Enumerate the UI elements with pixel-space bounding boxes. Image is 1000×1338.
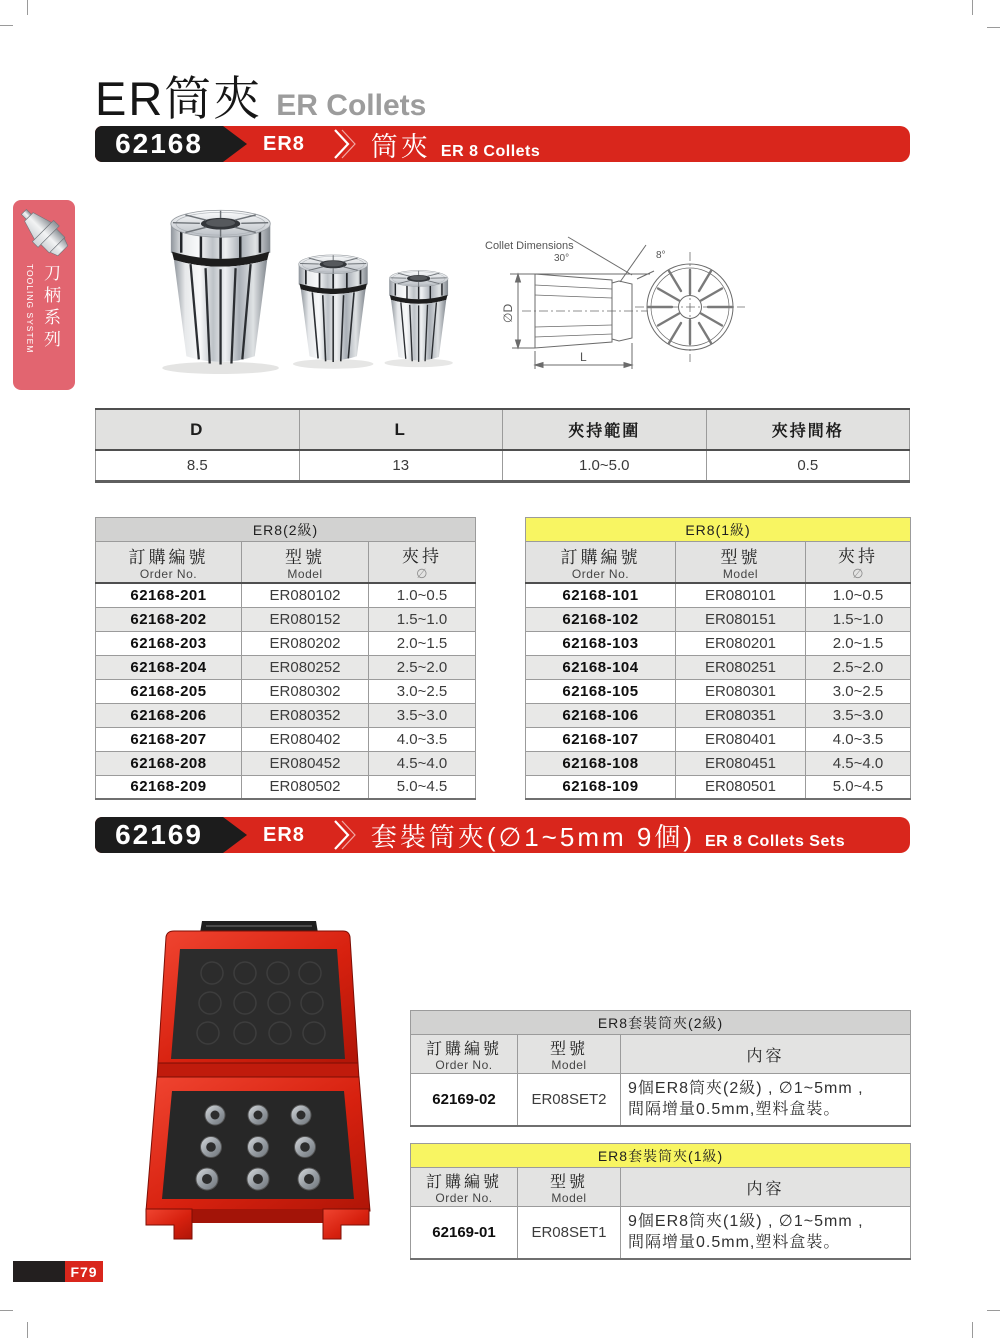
section-banner-62168	[95, 126, 910, 162]
table-row	[96, 583, 476, 607]
toolholder-icon	[17, 205, 71, 261]
section-code: 62168	[115, 128, 203, 159]
table-cell: 4.5~4.0	[806, 751, 911, 775]
table-cell: ER080101	[676, 583, 806, 607]
series-label: ER8	[263, 823, 305, 846]
table-cell: ER080502	[242, 775, 369, 799]
table-cell: ER080301	[676, 679, 806, 703]
table-cell: 62168-108	[526, 751, 676, 775]
column-header-model: 型號 Model	[518, 1035, 621, 1074]
table-title: ER8套裝筒夾(2級)	[411, 1011, 911, 1035]
front-view	[635, 252, 745, 362]
page-number: F79	[65, 1261, 103, 1282]
table-cell: 4.0~3.5	[806, 727, 911, 751]
badge-arrow-shape	[223, 126, 247, 162]
column-header-model: 型號 Model	[676, 542, 806, 584]
column-header-order-no: 訂購編號 Order No.	[411, 1168, 518, 1207]
table-cell: 2.5~2.0	[369, 655, 476, 679]
table-cell: 62168-206	[96, 703, 242, 727]
column-header: D	[96, 409, 300, 450]
table-cell: ER080201	[676, 631, 806, 655]
table-cell: ER080451	[676, 751, 806, 775]
table-cell: 62168-203	[96, 631, 242, 655]
column-header-clamp: 夾持 ∅	[369, 542, 476, 584]
table-cell: 3.5~3.0	[369, 703, 476, 727]
section-code: 62169	[115, 819, 203, 850]
column-header-order-no: 訂購編號 Order No.	[411, 1035, 518, 1074]
crop-mark	[27, 1322, 28, 1338]
table-cell: 1.0~0.5	[369, 583, 476, 607]
page-number-badge	[13, 1261, 103, 1282]
content-cell: 9個ER8筒夾(2級) , ∅1~5mm , 間隔增量0.5mm,塑料盒裝。	[621, 1074, 911, 1126]
table-cell: 62168-104	[526, 655, 676, 679]
table-row	[96, 727, 476, 751]
table-cell: 62168-208	[96, 751, 242, 775]
sidebar-tab-tooling-system	[13, 200, 75, 390]
set-collets	[196, 1105, 320, 1190]
page-title-zh: ER筒夾	[95, 72, 263, 125]
table-cell: 62168-103	[526, 631, 676, 655]
table-row	[526, 727, 911, 751]
section-code-badge	[95, 817, 223, 853]
order-no-cell: 62169-01	[411, 1207, 518, 1259]
series-label: ER8	[263, 132, 305, 155]
table-cell: 5.0~4.5	[806, 775, 911, 799]
table-row	[411, 1207, 911, 1259]
table-row	[96, 703, 476, 727]
table-cell: 1.0~5.0	[503, 450, 707, 482]
page-title-en: ER Collets	[276, 89, 427, 122]
table-cell: ER080402	[242, 727, 369, 751]
table-cell: ER080102	[242, 583, 369, 607]
diagram-angle-30: 30°	[554, 253, 570, 264]
column-header-clamp: 夾持 ∅	[806, 542, 911, 584]
table-cell: ER080252	[242, 655, 369, 679]
table-row	[96, 751, 476, 775]
table-row	[526, 655, 911, 679]
table-cell: 1.5~1.0	[806, 607, 911, 631]
table-title: ER8套裝筒夾(1級)	[411, 1144, 911, 1168]
model-cell: ER08SET2	[518, 1074, 621, 1126]
table-cell: 62168-209	[96, 775, 242, 799]
set-table-grade2	[410, 1010, 911, 1127]
table-row	[96, 631, 476, 655]
table-row	[526, 607, 911, 631]
table-cell: 3.5~3.0	[806, 703, 911, 727]
table-cell: ER080452	[242, 751, 369, 775]
table-title: ER8(1級)	[526, 518, 911, 542]
table-row	[526, 631, 911, 655]
table-cell: ER080202	[242, 631, 369, 655]
collet-set-box-photo	[140, 915, 375, 1247]
table-cell: 62168-202	[96, 607, 242, 631]
table-row	[526, 679, 911, 703]
table-row	[96, 607, 476, 631]
table-cell: 62168-201	[96, 583, 242, 607]
page-badge-bar	[13, 1261, 65, 1282]
table-cell: 2.0~1.5	[806, 631, 911, 655]
crop-mark	[0, 25, 13, 26]
dimensions-table	[95, 408, 910, 483]
table-cell: 62168-107	[526, 727, 676, 751]
collet-dimensions-diagram	[470, 227, 915, 382]
table-row	[526, 703, 911, 727]
table-row	[96, 450, 910, 482]
content-cell: 9個ER8筒夾(1級) , ∅1~5mm , 間隔增量0.5mm,塑料盒裝。	[621, 1207, 911, 1259]
table-cell: 1.5~1.0	[369, 607, 476, 631]
table-cell: 2.0~1.5	[369, 631, 476, 655]
table-cell: 8.5	[96, 450, 300, 482]
crop-mark	[0, 1310, 13, 1311]
table-cell: 1.0~0.5	[806, 583, 911, 607]
table-cell: 62168-109	[526, 775, 676, 799]
diagram-caption: Collet Dimensions	[485, 240, 574, 252]
table-title: ER8(2級)	[96, 518, 476, 542]
crop-mark	[987, 27, 1000, 28]
column-header-model: 型號 Model	[518, 1168, 621, 1207]
badge-arrow-shape	[223, 817, 247, 853]
table-cell: 3.0~2.5	[806, 679, 911, 703]
model-cell: ER08SET1	[518, 1207, 621, 1259]
table-cell: 62168-207	[96, 727, 242, 751]
table-cell: 2.5~2.0	[806, 655, 911, 679]
column-header: 夾持間格	[706, 409, 910, 450]
collets-photo	[136, 193, 463, 379]
order-table-grade1	[525, 517, 911, 800]
section-banner-62169	[95, 817, 910, 853]
table-cell: 3.0~2.5	[369, 679, 476, 703]
section-title-zh: 套裝筒夾(∅1~5mm 9個)	[370, 821, 695, 852]
table-cell: 62168-102	[526, 607, 676, 631]
table-cell: 0.5	[706, 450, 910, 482]
diagram-length-label: L	[580, 350, 587, 364]
table-cell: 4.5~4.0	[369, 751, 476, 775]
section-title-en: ER 8 Collets Sets	[704, 832, 846, 850]
table-row	[96, 679, 476, 703]
table-row	[96, 775, 476, 799]
crop-mark	[987, 1310, 1000, 1311]
table-cell: ER080352	[242, 703, 369, 727]
table-cell: ER080302	[242, 679, 369, 703]
table-cell: ER080151	[676, 607, 806, 631]
column-header-content: 内容	[621, 1035, 911, 1074]
sidebar-tab-label-en: TOOLING SYSTEM	[25, 264, 35, 354]
table-row	[526, 583, 911, 607]
table-cell: 62168-106	[526, 703, 676, 727]
column-header-order-no: 訂購編號 Order No.	[96, 542, 242, 584]
crop-mark	[972, 0, 973, 15]
table-cell: ER080152	[242, 607, 369, 631]
table-cell: ER080401	[676, 727, 806, 751]
order-table-grade2	[95, 517, 476, 800]
column-header-order-no: 訂購編號 Order No.	[526, 542, 676, 584]
table-cell: ER080251	[676, 655, 806, 679]
table-cell: 62168-205	[96, 679, 242, 703]
sidebar-tab-label-zh: 刀柄系列	[41, 264, 60, 352]
section-title-zh: 筒夾	[370, 131, 431, 162]
table-row	[411, 1074, 911, 1126]
order-no-cell: 62169-02	[411, 1074, 518, 1126]
table-cell: 62168-105	[526, 679, 676, 703]
crop-mark	[972, 1322, 973, 1338]
table-cell: ER080351	[676, 703, 806, 727]
section-title-en: ER 8 Collets	[440, 142, 541, 160]
chevron-separator-icon	[331, 820, 357, 850]
diagram-diameter-label: ∅D	[501, 303, 515, 323]
column-header-model: 型號 Model	[242, 542, 369, 584]
table-cell: ER080501	[676, 775, 806, 799]
table-row	[526, 751, 911, 775]
diagram-angle-8: 8°	[656, 250, 666, 261]
chevron-separator-icon	[331, 129, 357, 159]
table-cell: 5.0~4.5	[369, 775, 476, 799]
table-cell: 62168-101	[526, 583, 676, 607]
page-title	[95, 62, 426, 129]
set-table-grade1	[410, 1143, 911, 1260]
column-header: 夾持範圍	[503, 409, 707, 450]
table-row	[526, 775, 911, 799]
column-header-content: 内容	[621, 1168, 911, 1207]
table-cell: 62168-204	[96, 655, 242, 679]
column-header: L	[299, 409, 503, 450]
section-code-badge	[95, 126, 223, 162]
table-row	[96, 655, 476, 679]
table-cell: 4.0~3.5	[369, 727, 476, 751]
table-cell: 13	[299, 450, 503, 482]
crop-mark	[27, 0, 28, 15]
